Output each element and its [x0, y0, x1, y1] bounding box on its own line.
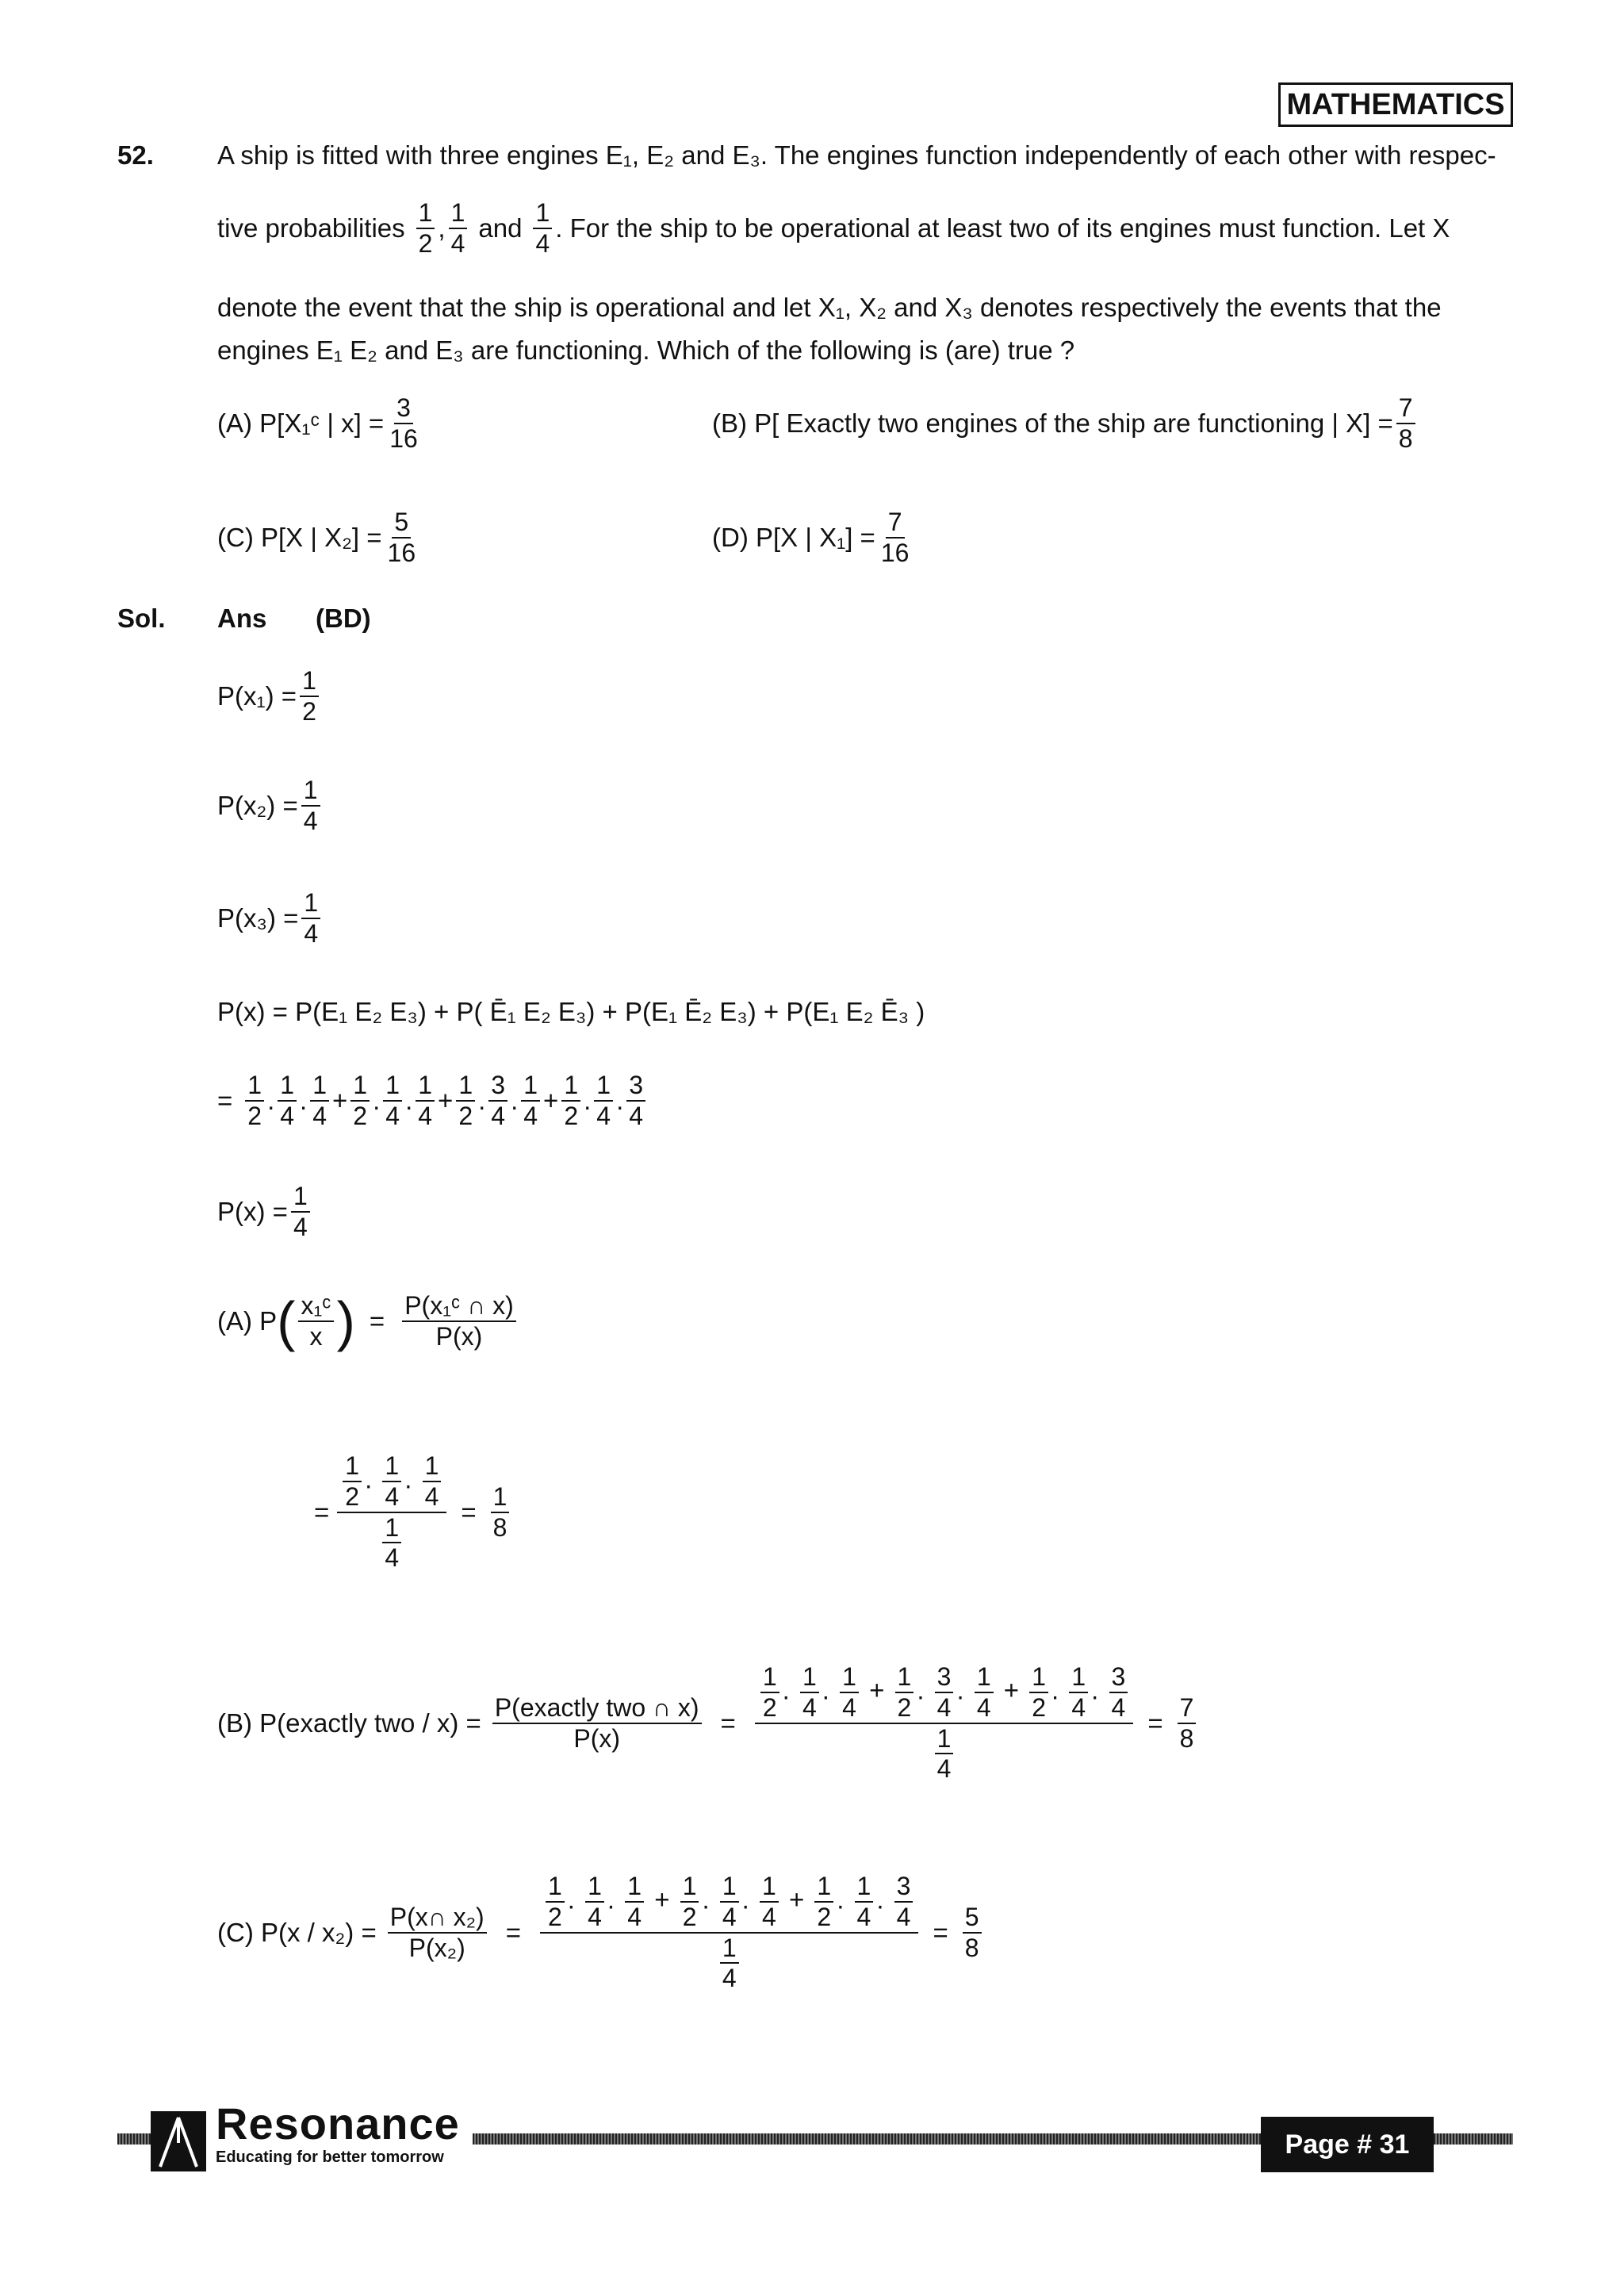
fraction: $\frac{1}{4}$	[291, 1182, 310, 1242]
fraction: $\frac{1}{4}$	[301, 776, 320, 836]
text: P(x₃) =	[217, 903, 299, 933]
footer-rule-left	[117, 2133, 151, 2145]
p-x2	[217, 776, 324, 836]
fraction: $\frac{1}{4}$	[310, 1071, 329, 1131]
fraction: $\frac{\text{x₁ᶜ}}{x}$	[298, 1291, 333, 1351]
solution-label: Sol.	[117, 604, 166, 633]
resonance-logo-icon	[151, 2111, 206, 2171]
brand-name: Resonance	[216, 2099, 460, 2148]
text: and	[478, 213, 523, 243]
text: . For the ship to be operational at least two of its engines must function. Let X	[555, 213, 1450, 243]
text: P(x) =	[217, 1196, 288, 1226]
brand-tagline: Educating for better tomorrow	[216, 2148, 444, 2166]
fraction: $\frac{1}{4}$	[625, 1872, 644, 1932]
fraction: $\frac{1}{4}$	[585, 1872, 604, 1932]
fraction: $\frac{1}{2}$	[760, 1662, 779, 1723]
fraction: $\frac{1}{4}$	[720, 1934, 739, 1994]
fraction: $\frac{1}{2}$	[245, 1071, 264, 1131]
fraction-quarter: $\frac{1}{4}$	[533, 198, 552, 259]
fraction: $\frac{3}{4}$	[488, 1071, 508, 1131]
text: =	[217, 1085, 233, 1115]
p-x1	[217, 666, 322, 726]
fraction: $\frac{1}{2}$	[546, 1872, 565, 1932]
fraction: $\frac{1}{2}$	[680, 1872, 699, 1932]
text: (D) P[X | X₁] =	[712, 522, 875, 552]
fraction: $\frac{1}{4}$	[800, 1662, 819, 1723]
fraction: $\frac{1}{2}$	[561, 1071, 580, 1131]
text: (C) P(x / x₂) =	[217, 1917, 377, 1947]
fraction: $\frac{1}{4}$	[382, 1513, 401, 1573]
footer-rule-right	[1434, 2133, 1513, 2145]
question-line-4: engines E₁ E₂ and E₃ are functioning. Which of the following is (are) true ?	[217, 335, 1075, 365]
fraction: $\frac{1}{2}$	[350, 1071, 370, 1131]
answer-label: Ans	[217, 604, 267, 633]
page-number: Page # 31	[1261, 2117, 1434, 2172]
question-number: 52.	[117, 140, 154, 170]
compound-fraction: $\frac{1}{2}$ . $\frac{1}{4}$ . $\frac{1}{4}$ $\frac{1}{4}$	[337, 1451, 446, 1573]
text: P(x₁) =	[217, 680, 297, 711]
fraction: $\frac{7}{8}$	[1178, 1693, 1197, 1754]
solution-a: (A) P ( $\frac{\text{x₁ᶜ}}{x}$ ) = $\frac{\text{P(x₁ᶜ ∩ x)}}{P(x)}$	[217, 1291, 519, 1351]
fraction: $\frac{\text{P(x₁ᶜ ∩ x)}}{P(x)}$	[402, 1291, 516, 1351]
fraction: $\frac{1}{2}$	[456, 1071, 475, 1131]
fraction: $\frac{3}{4}$	[1109, 1662, 1128, 1723]
fraction: $\frac{5}{16}$	[387, 508, 416, 567]
question-line-3: denote the event that the ship is operational and let X₁, X₂ and X₃ denotes respectively the events that the	[217, 293, 1442, 322]
subject-header: MATHEMATICS	[1278, 82, 1513, 127]
fraction: $\frac{7}{16}$	[880, 508, 910, 567]
fraction: $\frac{1}{4}$	[594, 1071, 613, 1131]
option-d	[712, 508, 914, 568]
fraction: $\frac{1}{4}$	[521, 1071, 540, 1131]
solution-a-value: = $\frac{1}{2}$ . $\frac{1}{4}$ . $\frac{1}{4}$ $\frac{1}{4}$ = $\frac{1}{8}$	[314, 1451, 512, 1573]
fraction: $\frac{1}{4}$	[278, 1071, 297, 1131]
fraction: $\frac{1}{4}$	[301, 888, 320, 949]
fraction: $\frac{1}{4}$	[975, 1662, 994, 1723]
fraction: $\frac{3}{16}$	[389, 393, 418, 453]
fraction: $\frac{1}{2}$	[895, 1662, 914, 1723]
text: (A) P[X₁ᶜ | x] =	[217, 408, 385, 438]
compound-fraction: $\frac{1}{2}$ . $\frac{1}{4}$ . $\frac{1}{4}$ + $\frac{1}{2}$ . $\frac{3}{4}$ . $\frac{1}{4}$ + $\frac{1}{2}$ . $\frac{1}{4}$ . $\frac{3}{4}$ $\frac{1}{4}$	[755, 1662, 1133, 1784]
fraction: $\frac{1}{2}$	[814, 1872, 833, 1932]
footer-rule	[473, 2133, 1261, 2145]
fraction: $\frac{5}{8}$	[963, 1903, 982, 1963]
fraction: $\frac{1}{4}$	[382, 1451, 401, 1512]
fraction: $\frac{1}{2}$	[300, 666, 319, 726]
fraction: $\frac{3}{4}$	[935, 1662, 954, 1723]
answer-value: (BD)	[316, 604, 371, 633]
fraction: $\frac{1}{4}$	[760, 1872, 779, 1932]
fraction: $\frac{\text{P(x∩ x₂)}}{\text{P(x₂)}}$	[388, 1903, 487, 1963]
fraction: $\frac{1}{4}$	[416, 1071, 435, 1131]
fraction: $\frac{7}{8}$	[1396, 393, 1415, 454]
text: P(x₂) =	[217, 790, 298, 820]
fraction: $\frac{\text{P(exactly two ∩ x)}}{P(x)}$	[492, 1693, 702, 1754]
fraction: $\frac{1}{2}$	[1029, 1662, 1048, 1723]
text: tive probabilities	[217, 213, 405, 243]
fraction-quarter: $\frac{1}{4}$	[449, 198, 468, 259]
text: (B) P(exactly two / x) =	[217, 1708, 481, 1738]
fraction-half: $\frac{1}{2}$	[416, 198, 435, 259]
text: (B) P[ Exactly two engines of the ship are functioning | X] =	[712, 408, 1393, 438]
question-line-1: A ship is fitted with three engines E₁, E₂ and E₃. The engines function independently of each other with respec-	[217, 140, 1496, 170]
text: (C) P[X | X₂] =	[217, 522, 382, 552]
compound-fraction: $\frac{1}{2}$ . $\frac{1}{4}$ . $\frac{1}{4}$ + $\frac{1}{2}$ . $\frac{1}{4}$ . $\frac{1}{4}$ + $\frac{1}{2}$ . $\frac{1}{4}$ . $\frac{3}{4}$ $\frac{1}{4}$	[540, 1872, 918, 1993]
fraction: $\frac{1}{4}$	[383, 1071, 402, 1131]
fraction: $\frac{1}{4}$	[720, 1872, 739, 1932]
solution-c: (C) P(x / x₂) = $\frac{\text{P(x∩ x₂)}}{\text{P(x₂)}}$ = $\frac{1}{2}$ . $\frac{1}{4}$ . $\frac{1}{4}$ + $\frac{1}{2}$ . $\frac{1}{4}$ . $\frac{1}{4}$ + $\frac{1}{2}$ . $\frac{1}{4}$ . $\frac{3}{4}$ $\frac{1}{4}$ = $\frac{5}{8}$	[217, 1872, 985, 1993]
fraction: $\frac{1}{4}$	[855, 1872, 874, 1932]
text: (A) P	[217, 1305, 278, 1336]
fraction: $\frac{1}{4}$	[423, 1451, 442, 1512]
fraction: $\frac{1}{2}$	[343, 1451, 362, 1512]
option-b	[712, 393, 1419, 454]
question-line-2: tive probabilities $\frac{1}{2}$ , $\frac{1}{4}$ and $\frac{1}{4}$ . For the ship to be operational at least two of its engines must function. Let X	[217, 198, 1450, 258]
p-x-expression: P(x) = P(E₁ E₂ E₃) + P( Ē₁ E₂ E₃) + P(E₁ Ē₂ E₃) + P(E₁ E₂ Ē₃ )	[217, 997, 925, 1026]
p-x-result	[217, 1182, 313, 1242]
p-x3	[217, 888, 324, 949]
option-a	[217, 393, 423, 454]
fraction: $\frac{1}{4}$	[935, 1724, 954, 1784]
option-c	[217, 508, 421, 568]
p-x-sum: = $\frac{1}{2}$ . $\frac{1}{4}$ . $\frac{1}{4}$ + $\frac{1}{2}$ . $\frac{1}{4}$ . $\frac{1}{4}$ + $\frac{1}{2}$ . $\frac{3}{4}$ . $\frac{1}{4}$ + $\frac{1}{2}$ . $\frac{1}{4}$ . $\frac{3}{4}$	[217, 1071, 649, 1131]
fraction: $\frac{1}{8}$	[491, 1482, 510, 1543]
fraction: $\frac{3}{4}$	[894, 1872, 914, 1932]
fraction: $\frac{1}{4}$	[1069, 1662, 1088, 1723]
fraction: $\frac{1}{4}$	[840, 1662, 859, 1723]
fraction: $\frac{3}{4}$	[626, 1071, 645, 1131]
solution-b: (B) P(exactly two / x) = $\frac{\text{P(exactly two ∩ x)}}{P(x)}$ = $\frac{1}{2}$ . $\frac{1}{4}$ . $\frac{1}{4}$ + $\frac{1}{2}$ . $\frac{3}{4}$ . $\frac{1}{4}$ + $\frac{1}{2}$ . $\frac{1}{4}$ . $\frac{3}{4}$ $\frac{1}{4}$ = $\frac{7}{8}$	[217, 1662, 1199, 1784]
